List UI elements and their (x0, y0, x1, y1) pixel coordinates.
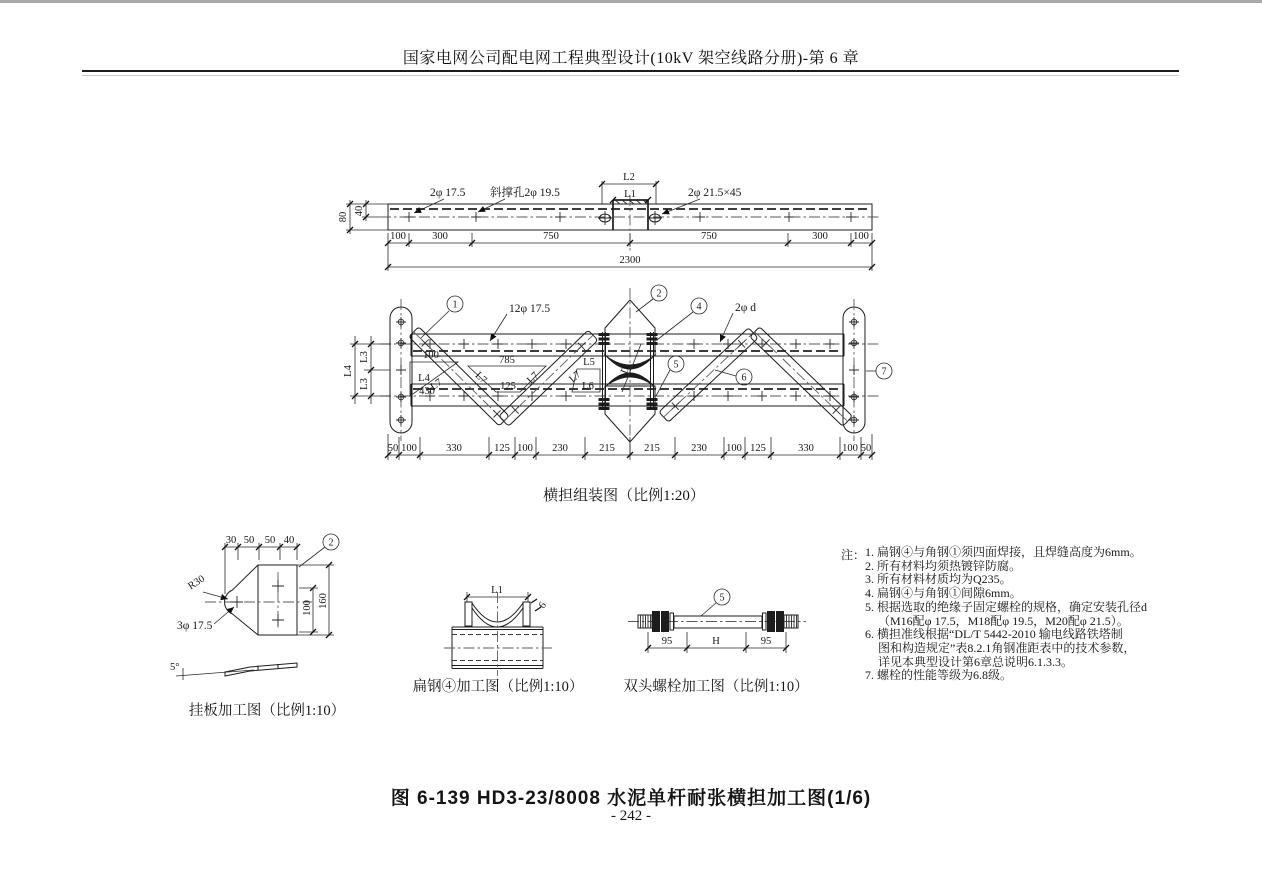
svg-text:6: 6 (741, 372, 747, 384)
plate-caption: 挂板加工图（比例1:10） (188, 703, 346, 719)
bolt-dims (645, 632, 789, 653)
svg-text:215: 215 (599, 443, 615, 454)
beam-dim-2: 750 (543, 231, 559, 242)
bolt-nut-right-1 (767, 611, 775, 632)
svg-text:50: 50 (243, 535, 255, 546)
bolt-nut-left-2 (661, 611, 669, 632)
beam-dim-0: 100 (390, 231, 406, 242)
assembly-label-holes-d: 2φ d (735, 302, 757, 314)
svg-text:L7: L7 (428, 377, 445, 393)
note-line-6: 6. 横担准线根据“DL/T 5442-2010 输电线路铁塔制 (865, 627, 1123, 642)
leader-brace-hole (478, 199, 505, 212)
note-line-1: 1. 扁钢④与角钢①须四面焊接，且焊缝高度为6mm。 (865, 545, 1142, 559)
svg-text:215: 215 (644, 443, 660, 454)
assembly-label-holes: 12φ 17.5 (509, 303, 551, 315)
plate-outline (225, 565, 297, 635)
plate-right-dims (297, 562, 334, 638)
beam-label-end-holes: 2φ 17.5 (430, 187, 466, 199)
bolt-balloon-5 (701, 589, 730, 616)
bolt-nut-left-1 (652, 611, 660, 632)
balloon-6 (715, 369, 752, 385)
notes (841, 546, 1201, 683)
flat-steel-drawing (413, 585, 584, 695)
note-line-5: 5. 根据选取的绝缘子固定螺栓的规格，确定安装孔径d (865, 599, 1148, 614)
beam-dim-3: 750 (701, 231, 717, 242)
balloon-7 (866, 363, 892, 379)
flatsteel-caption: 扁钢④加工图（比例1:10） (412, 679, 584, 695)
leader-plate-holes (214, 607, 234, 624)
note-line-6b: 图和构造规定”表8.2.1角钢准距表中的技术参数， (878, 640, 1136, 655)
svg-text:100: 100 (842, 443, 858, 454)
annotation-triangle-right (567, 357, 600, 392)
page-header-title: 国家电网公司配电网工程典型设计(10kV 架空线路分册)-第 6 章 (402, 50, 860, 67)
svg-text:L7: L7 (472, 370, 489, 387)
svg-text:100: 100 (302, 600, 313, 616)
svg-text:2: 2 (328, 537, 334, 549)
svg-text:L7: L7 (567, 369, 584, 386)
svg-text:100: 100 (726, 443, 742, 454)
leader-end-holes (414, 199, 444, 213)
svg-text:L7: L7 (525, 370, 542, 387)
svg-text:L3: L3 (359, 378, 370, 390)
assembly-left-dims (343, 336, 390, 404)
beam-dim-4: 300 (812, 231, 828, 242)
beam-label-slot: 2φ 21.5×45 (688, 187, 742, 199)
plate-angle-label: 5° (170, 662, 180, 673)
svg-text:2: 2 (656, 288, 662, 300)
plate-label-holes: 3φ 17.5 (177, 620, 213, 632)
svg-text:30: 30 (225, 535, 237, 546)
plate-label-r30: R30 (186, 573, 207, 593)
dim-D: D (619, 364, 633, 376)
svg-text:230: 230 (552, 443, 568, 454)
dim-L2: L2 (623, 172, 635, 183)
svg-text:50: 50 (860, 443, 872, 454)
diagonal-brace-2 (499, 330, 598, 426)
diagonal-brace-4 (750, 327, 853, 427)
note-line-4: 4. 扁钢④与角钢①间隙6mm。 (865, 586, 1022, 601)
beam-dim-1: 300 (432, 231, 448, 242)
svg-text:95: 95 (760, 636, 772, 647)
svg-text:430: 430 (419, 386, 435, 397)
svg-text:7: 7 (881, 366, 887, 378)
note-line-5b: （M16配φ 17.5，M18配φ 19.5，M20配φ 21.5）。 (878, 613, 1129, 628)
assembly-caption: 横担组装图（比例1:20） (543, 488, 705, 504)
svg-text:125: 125 (750, 443, 766, 454)
note-line-6c: 详见本典型设计第6章总说明6.1.3.3。 (878, 654, 1074, 669)
dim-40: 40 (354, 205, 365, 217)
svg-text:100: 100 (423, 350, 439, 361)
svg-text:330: 330 (798, 443, 814, 454)
svg-text:L4: L4 (343, 365, 354, 377)
balloon-2 (636, 285, 667, 312)
note-line-2: 2. 所有材料均须热镀锌防腐。 (865, 558, 1022, 573)
bolt-rod (674, 616, 762, 628)
svg-text:5: 5 (673, 359, 679, 371)
svg-text:330: 330 (446, 443, 462, 454)
svg-text:125: 125 (494, 443, 510, 454)
plate-side-view (170, 662, 297, 680)
svg-text:L5: L5 (583, 357, 595, 368)
svg-text:40: 40 (283, 535, 295, 546)
svg-text:100: 100 (517, 443, 533, 454)
plate-balloon-2 (299, 534, 339, 567)
page-number: - 242 - (611, 808, 651, 824)
svg-text:160: 160 (318, 593, 329, 609)
plate-drawing (170, 534, 345, 719)
svg-text:50: 50 (387, 443, 399, 454)
leader-r30 (203, 592, 228, 599)
leader-holes12 (490, 314, 507, 341)
bolt-drawing (623, 589, 808, 695)
dim-L1: L1 (624, 189, 636, 200)
beam-drawing (338, 172, 880, 271)
beam-label-brace-hole: 斜撑孔2φ 19.5 (490, 187, 560, 199)
bolt-caption: 双头螺栓加工图（比例1:10） (623, 679, 809, 695)
beam-dim-total: 2300 (619, 255, 641, 266)
svg-text:L4: L4 (418, 373, 430, 384)
note-line-7: 7. 螺栓的性能等级为6.8级。 (865, 668, 1013, 683)
notes-lines (865, 546, 1201, 683)
svg-text:5: 5 (719, 592, 725, 604)
note-line-3: 3. 所有材料材质均为Q235。 (865, 572, 1012, 587)
leader-slot (662, 199, 700, 214)
balloon-1 (421, 296, 463, 338)
assembly-dim-chain (385, 434, 875, 460)
flatsteel-dim-L1: L1 (491, 585, 503, 596)
beam-dim-5: 100 (853, 231, 869, 242)
figure-caption: 图 6-139 HD3-23/8008 水泥单杆耐张横担加工图(1/6) (390, 788, 872, 809)
bolt-nut-right-2 (776, 611, 784, 632)
dim-80: 80 (338, 211, 349, 223)
svg-text:L6: L6 (582, 381, 594, 392)
svg-text:125: 125 (500, 381, 516, 392)
svg-text:230: 230 (691, 443, 707, 454)
svg-text:L3: L3 (359, 351, 370, 363)
clamp-bolt-right (647, 332, 658, 410)
beam-dim-chain (388, 233, 872, 247)
flatsteel-dim-6: 6 (536, 600, 549, 611)
svg-text:1: 1 (452, 299, 458, 311)
svg-text:100: 100 (401, 443, 417, 454)
svg-text:50: 50 (264, 535, 276, 546)
svg-text:4: 4 (696, 301, 702, 313)
svg-text:785: 785 (499, 355, 515, 366)
svg-text:95: 95 (661, 636, 673, 647)
leader-holes-d (720, 313, 733, 342)
notes-prefix: 注： (841, 548, 866, 562)
svg-text:H: H (712, 636, 720, 647)
assembly-drawing (343, 285, 892, 504)
